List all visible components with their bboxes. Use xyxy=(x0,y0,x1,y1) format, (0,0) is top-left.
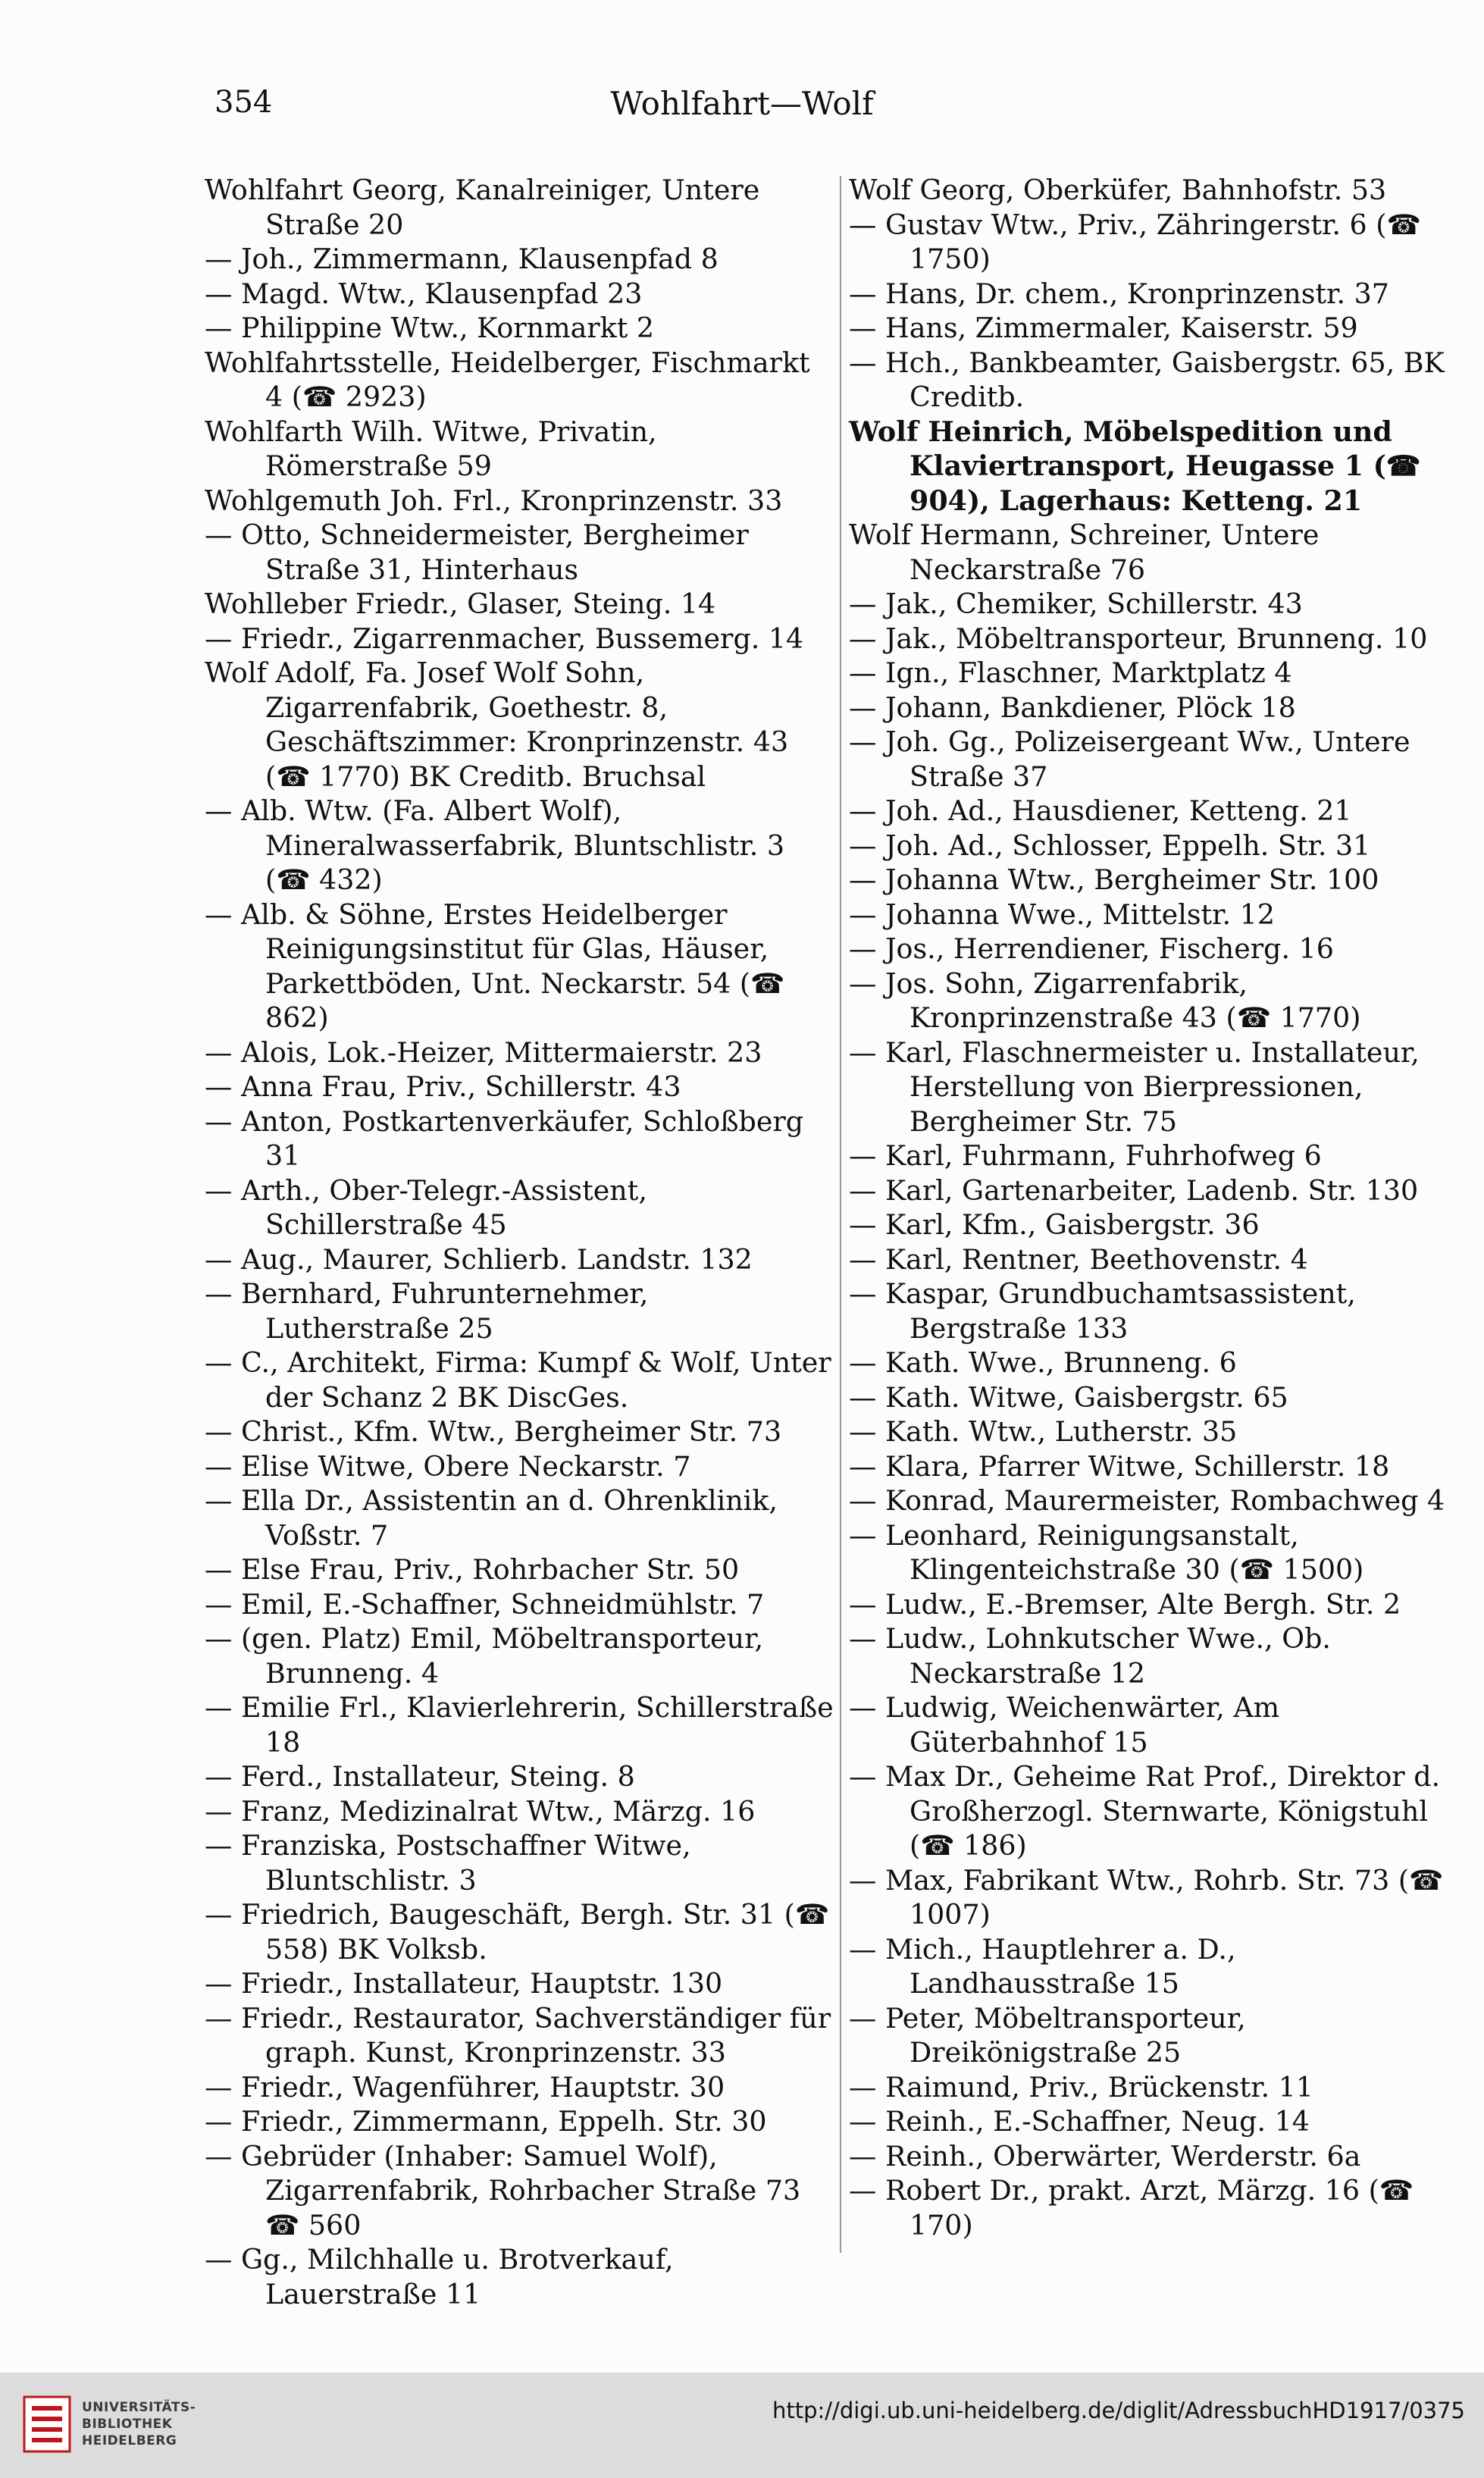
entry-r-24: — Kath. Wwe., Brunneng. 6 xyxy=(849,1346,1237,1379)
entry-l-27: — Ferd., Installateur, Steing. 8 xyxy=(205,1760,635,1793)
entry-r-0: Wolf Georg, Oberküfer, Bahnhofstr. 53 xyxy=(849,174,1387,206)
entry-r-1: — Gustav Wtw., Priv., Zähringerstr. 6 (☎ 1750) xyxy=(849,208,1421,275)
entry-l-23: — Else Frau, Priv., Rohrbacher Str. 50 xyxy=(205,1553,740,1586)
entry-l-35: — Gebrüder (Inhaber: Samuel Wolf), Zigarrenfabrik, Rohrbacher Straße 73 ☎ 560 xyxy=(205,2139,801,2241)
entry-r-39: — Reinh., Oberwärter, Werderstr. 6a xyxy=(849,2139,1361,2173)
entry-l-33: — Friedr., Wagenführer, Hauptstr. 30 xyxy=(205,2070,725,2104)
entry-r-10: — Johann, Bankdiener, Plöck 18 xyxy=(849,691,1296,724)
entry-r-11: — Joh. Gg., Polizeisergeant Ww., Untere Straße 37 xyxy=(849,725,1410,793)
entry-r-18: — Karl, Flaschnermeister u. Installateur, Herstellung von Bierpressionen, Bergheimer Str. 75 xyxy=(849,1035,1420,1138)
entry-r-8: — Jak., Möbeltransporteur, Brunneng. 10 xyxy=(849,622,1428,655)
entry-l-3: — Philippine Wtw., Kornmarkt 2 xyxy=(205,312,655,344)
entry-r-17: — Jos. Sohn, Zigarrenfabrik, Kronprinzenstraße 43 (☎ 1770) xyxy=(849,966,1361,1034)
entry-r-12: — Joh. Ad., Hausdiener, Ketteng. 21 xyxy=(849,794,1352,827)
entry-l-19: — C., Architekt, Firma: Kumpf & Wolf, Unter der Schanz 2 BK DiscGes. xyxy=(205,1346,831,1414)
entry-r-7: — Jak., Chemiker, Schillerstr. 43 xyxy=(849,587,1303,620)
entry-r-33: — Max Dr., Geheime Rat Prof., Direktor d. Großherzogl. Sternwarte, Königstuhl (☎ 186) xyxy=(849,1760,1441,1862)
entry-l-18: — Bernhard, Fuhrunternehmer, Lutherstraße 25 xyxy=(205,1277,649,1345)
entry-r-9: — Ign., Flaschner, Marktplatz 4 xyxy=(849,656,1292,689)
library-line-1: UNIVERSITÄTS- xyxy=(82,2400,196,2415)
entry-r-2: — Hans, Dr. chem., Kronprinzenstr. 37 xyxy=(849,277,1389,310)
entry-l-20: — Christ., Kfm. Wtw., Bergheimer Str. 73 xyxy=(205,1415,782,1448)
entry-r-13: — Joh. Ad., Schlosser, Eppelh. Str. 31 xyxy=(849,829,1371,862)
page-header xyxy=(0,85,1484,130)
entry-r-22: — Karl, Rentner, Beethovenstr. 4 xyxy=(849,1242,1308,1276)
entry-l-30: — Friedrich, Baugeschäft, Bergh. Str. 31 (☎ 558) BK Volksb. xyxy=(205,1898,830,1966)
entry-l-22: — Ella Dr., Assistentin an d. Ohrenklinik, Voßstr. 7 xyxy=(205,1484,778,1552)
entry-r-37: — Raimund, Priv., Brückenstr. 11 xyxy=(849,2070,1313,2104)
entry-l-11: — Alb. Wtw. (Fa. Albert Wolf), Mineralwasserfabrik, Bluntschlistr. 3 (☎ 432) xyxy=(205,794,785,896)
entry-l-17: — Aug., Maurer, Schlierb. Landstr. 132 xyxy=(205,1242,753,1276)
entry-l-14: — Anna Frau, Priv., Schillerstr. 43 xyxy=(205,1070,681,1103)
entry-l-16: — Arth., Ober-Telegr.-Assistent, Schillerstraße 45 xyxy=(205,1173,647,1241)
entry-r-23: — Kaspar, Grundbuchamtsassistent, Bergstraße 133 xyxy=(849,1277,1356,1345)
entry-r-14: — Johanna Wtw., Bergheimer Str. 100 xyxy=(849,863,1379,896)
entry-r-35: — Mich., Hauptlehrer a. D., Landhausstraße 15 xyxy=(849,1932,1236,2000)
column-divider xyxy=(840,176,841,2253)
entry-l-9: — Friedr., Zigarrenmacher, Bussemerg. 14 xyxy=(205,622,804,655)
entry-l-6: Wohlgemuth Joh. Frl., Kronprinzenstr. 33 xyxy=(205,484,783,517)
source-url-link[interactable]: http://digi.ub.uni-heidelberg.de/diglit/AdressbuchHD1917/0375 xyxy=(772,2398,1465,2423)
entry-r-15: — Johanna Wwe., Mittelstr. 12 xyxy=(849,898,1275,931)
entry-r-5: Wolf Heinrich, Möbelspedition und Klaviertransport, Heugasse 1 (☎ 904), Lagerhaus: Ketteng. 21 xyxy=(849,415,1421,517)
entry-l-12: — Alb. & Söhne, Erstes Heidelberger Reinigungsinstitut für Glas, Häuser, Parkettböden, Unt. Neckarstr. 54 (☎ 862) xyxy=(205,898,785,1034)
left-column xyxy=(205,173,834,2310)
entry-r-29: — Leonhard, Reinigungsanstalt, Klingenteichstraße 30 (☎ 1500) xyxy=(849,1518,1364,1586)
right-column xyxy=(849,173,1459,2265)
entry-r-4: — Hch., Bankbeamter, Gaisbergstr. 65, BK Creditb. xyxy=(849,346,1445,413)
entry-l-1: — Joh., Zimmermann, Klausenpfad 8 xyxy=(205,243,719,275)
entry-l-32: — Friedr., Restaurator, Sachverständiger für graph. Kunst, Kronprinzenstr. 33 xyxy=(205,2001,831,2069)
entry-r-26: — Kath. Wtw., Lutherstr. 35 xyxy=(849,1415,1238,1448)
entry-r-19: — Karl, Fuhrmann, Fuhrhofweg 6 xyxy=(849,1139,1322,1172)
entry-l-4: Wohlfahrtsstelle, Heidelberger, Fischmarkt 4 (☎ 2923) xyxy=(205,346,810,413)
entry-l-10: Wolf Adolf, Fa. Josef Wolf Sohn, Zigarrenfabrik, Goethestr. 8, Geschäftszimmer: Kronprinzenstr. 43 (☎ 1770) BK Creditb. Bruchsal xyxy=(205,656,789,793)
library-line-3: HEIDELBERG xyxy=(82,2433,177,2448)
entry-l-29: — Franziska, Postschaffner Witwe, Bluntschlistr. 3 xyxy=(205,1829,691,1897)
entry-l-0: Wohlfahrt Georg, Kanalreiniger, Untere Straße 20 xyxy=(205,174,760,241)
entry-r-30: — Ludw., E.-Bremser, Alte Bergh. Str. 2 xyxy=(849,1587,1401,1621)
entry-r-38: — Reinh., E.-Schaffner, Neug. 14 xyxy=(849,2105,1310,2138)
entry-r-27: — Klara, Pfarrer Witwe, Schillerstr. 18 xyxy=(849,1449,1390,1483)
entry-l-24: — Emil, E.-Schaffner, Schneidmühlstr. 7 xyxy=(205,1587,765,1621)
entry-r-3: — Hans, Zimmermaler, Kaiserstr. 59 xyxy=(849,312,1358,344)
page-number: 354 xyxy=(214,85,273,120)
entry-r-20: — Karl, Gartenarbeiter, Ladenb. Str. 130 xyxy=(849,1173,1419,1207)
entry-l-36: — Gg., Milchhalle u. Brotverkauf, Lauerstraße 11 xyxy=(205,2243,674,2310)
entry-l-15: — Anton, Postkartenverkäufer, Schloßberg 31 xyxy=(205,1104,804,1172)
entry-r-21: — Karl, Kfm., Gaisbergstr. 36 xyxy=(849,1208,1260,1241)
entry-r-31: — Ludw., Lohnkutscher Wwe., Ob. Neckarstraße 12 xyxy=(849,1622,1331,1690)
entry-l-31: — Friedr., Installateur, Hauptstr. 130 xyxy=(205,1967,723,2000)
entry-r-25: — Kath. Witwe, Gaisbergstr. 65 xyxy=(849,1380,1288,1414)
entry-l-21: — Elise Witwe, Obere Neckarstr. 7 xyxy=(205,1449,691,1483)
entry-l-25: — (gen. Platz) Emil, Möbeltransporteur, Brunneng. 4 xyxy=(205,1622,764,1690)
entry-r-32: — Ludwig, Weichenwärter, Am Güterbahnhof 15 xyxy=(849,1691,1280,1759)
entry-r-36: — Peter, Möbeltransporteur, Dreikönigstraße 25 xyxy=(849,2001,1246,2069)
library-name xyxy=(82,2399,196,2449)
running-head: Wohlfahrt—Wolf xyxy=(610,85,874,122)
entry-l-26: — Emilie Frl., Klavierlehrerin, Schillerstraße 18 xyxy=(205,1691,834,1759)
entry-l-34: — Friedr., Zimmermann, Eppelh. Str. 30 xyxy=(205,2105,767,2138)
entry-l-8: Wohlleber Friedr., Glaser, Steing. 14 xyxy=(205,587,716,620)
entry-l-13: — Alois, Lok.-Heizer, Mittermaierstr. 23 xyxy=(205,1035,762,1069)
entry-l-2: — Magd. Wtw., Klausenpfad 23 xyxy=(205,277,643,310)
entry-r-40: — Robert Dr., prakt. Arzt, Märzg. 16 (☎ 170) xyxy=(849,2174,1414,2241)
entry-l-5: Wohlfarth Wilh. Witwe, Privatin, Römerstraße 59 xyxy=(205,415,657,482)
library-line-2: BIBLIOTHEK xyxy=(82,2417,173,2432)
entry-r-6: Wolf Hermann, Schreiner, Untere Neckarstraße 76 xyxy=(849,518,1320,586)
entry-r-28: — Konrad, Maurermeister, Rombachweg 4 xyxy=(849,1484,1445,1517)
entry-r-16: — Jos., Herrendiener, Fischerg. 16 xyxy=(849,932,1334,965)
university-library-logo-icon[interactable] xyxy=(23,2395,71,2453)
footer-bar xyxy=(0,2373,1484,2478)
entry-l-7: — Otto, Schneidermeister, Bergheimer Straße 31, Hinterhaus xyxy=(205,518,749,586)
entry-r-34: — Max, Fabrikant Wtw., Rohrb. Str. 73 (☎ 1007) xyxy=(849,1863,1444,1931)
entry-l-28: — Franz, Medizinalrat Wtw., Märzg. 16 xyxy=(205,1794,756,1828)
